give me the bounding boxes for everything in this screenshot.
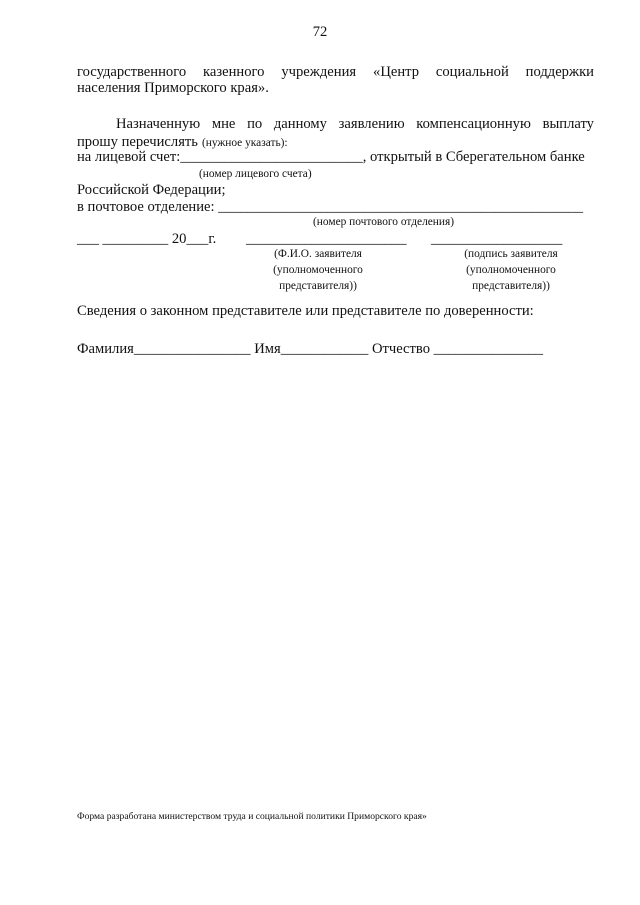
signature-caption-line: (подпись заявителя [464, 248, 558, 260]
fio-caption-line: представителя)) [279, 280, 357, 292]
post-office-line: в почтовое отделение: __________________________________________________ [77, 199, 584, 215]
word: учреждения [281, 64, 357, 80]
post-office-caption: (номер почтового отделения) [313, 216, 455, 228]
word: заявлению [338, 116, 405, 132]
signature-field: __________________ [431, 231, 563, 247]
representative-heading: Сведения о законном представителе или представителе по доверенности: [77, 303, 534, 319]
word: казенного [203, 64, 265, 80]
account-line: на лицевой счет:_________________________, открытый в Сберегательном банке [77, 149, 585, 165]
fio-caption-line: (уполномоченного [273, 264, 363, 276]
date-field: ___ _________ 20___г. [77, 231, 217, 247]
word: компенсационную [416, 116, 531, 132]
fio-field: ______________________ [246, 231, 407, 247]
payment-note: (нужное указать): [201, 137, 288, 149]
account-caption: (номер лицевого счета) [199, 168, 312, 180]
bank-line: Российской Федерации; [77, 182, 226, 198]
payment-instruction: прошу перечислять [77, 134, 198, 150]
intro-line-1 [77, 64, 594, 81]
representative-fields: Фамилия________________ Имя____________ Отчество _______________ [77, 341, 544, 357]
signature-caption-line: представителя)) [472, 280, 550, 292]
signature-caption [449, 247, 573, 293]
signature-caption-line: (уполномоченного [466, 264, 556, 276]
word: поддержки [525, 64, 594, 80]
payment-line-1 [116, 116, 594, 133]
word: «Центр [373, 64, 419, 80]
intro-line-2: населения Приморского края». [77, 80, 269, 96]
word: социальной [435, 64, 509, 80]
fio-caption [258, 247, 378, 293]
word: выплату [542, 116, 594, 132]
word: мне [211, 116, 236, 132]
word: данному [273, 116, 327, 132]
fio-caption-line: (Ф.И.О. заявителя [274, 248, 362, 260]
word: государственного [77, 64, 187, 80]
word: Назначенную [116, 116, 201, 132]
word: по [247, 116, 263, 132]
page-number: 72 [312, 24, 328, 40]
footer-note: Форма разработана министерством труда и социальной политики Приморского края» [77, 811, 427, 822]
